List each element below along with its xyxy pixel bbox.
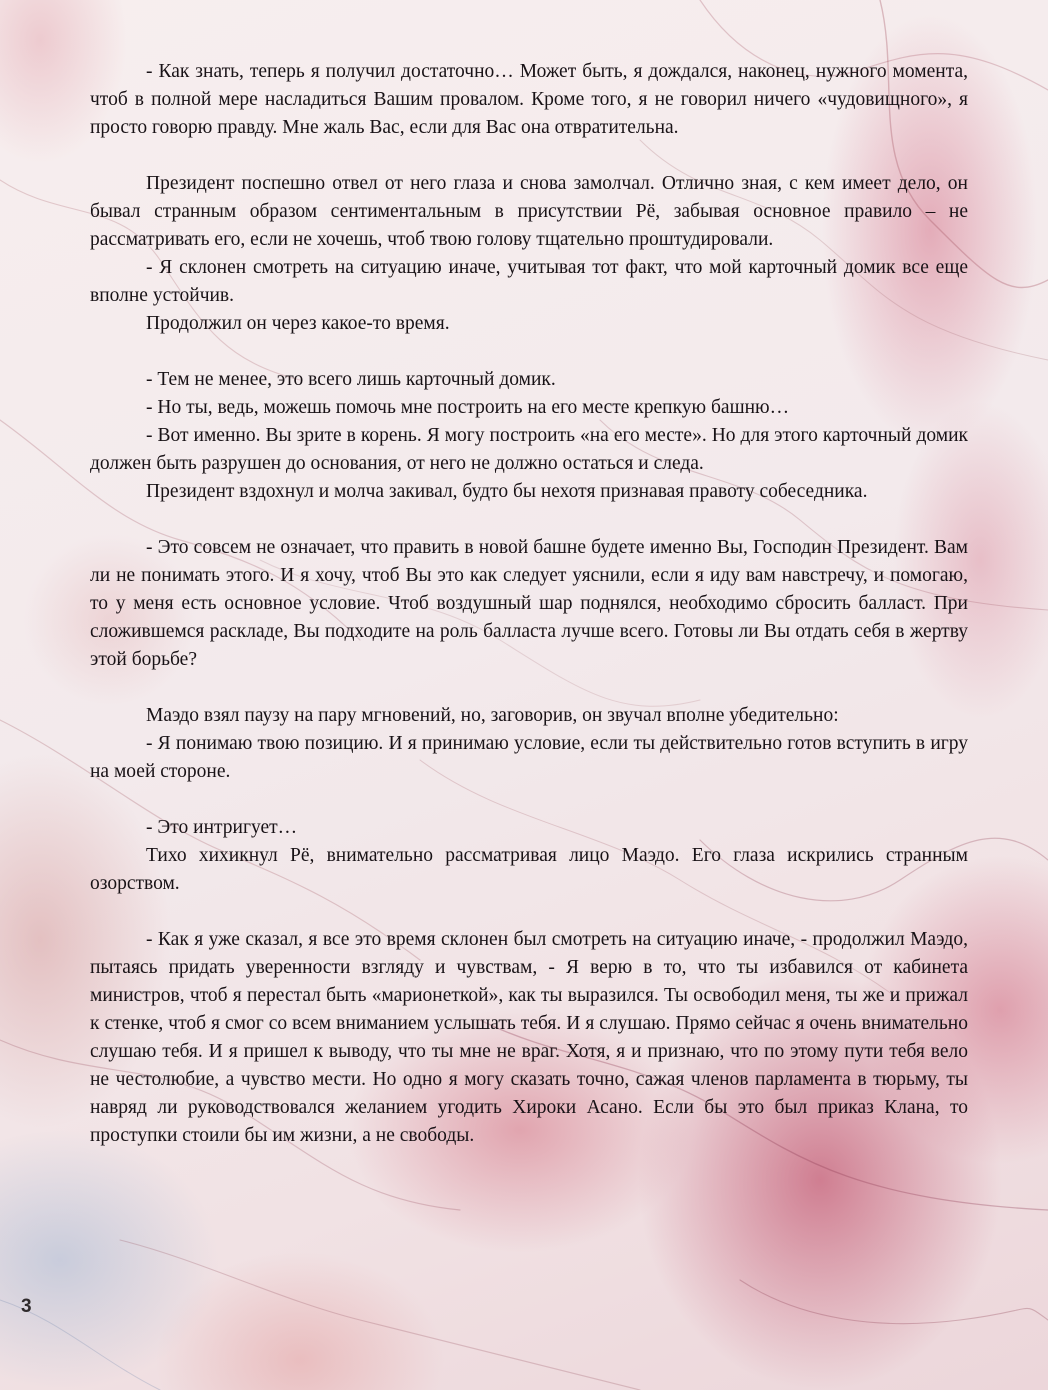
paragraph: Президент поспешно отвел от него глаза и снова замолчал. Отлично зная, с кем имеет дело, он бывал странным образом сентиментальным в присутствии Рё, забывая основное правило – не рассматривать его, если не хочешь, чтоб твою голову тщательно проштудировали.	[90, 173, 968, 250]
paragraph: - Тем не менее, это всего лишь карточный домик.	[146, 369, 556, 390]
blank-line	[90, 142, 968, 170]
paragraph: - Но ты, ведь, можешь помочь мне построить на его месте крепкую башню…	[146, 397, 790, 418]
blank-line	[90, 338, 968, 366]
paragraph: Продолжил он через какое-то время.	[146, 313, 450, 334]
paragraph: - Как я уже сказал, я все это время склонен был смотреть на ситуацию иначе, - продолжил Маэдо, пытаясь придать уверенности взгляду и чувствам, - Я верю в то, что ты избавился от кабинета министров, чтоб я перестал быть «марионеткой», как ты выразился. Ты освободил меня, ты же и прижал к стенке, чтоб я смог со всем вниманием услышать тебя. И я слушаю. Прямо сейчас я очень внимательно слушаю тебя. И я пришел к выводу, что ты мне не враг. Хотя, я и признаю, что по этому пути тебя вело не честолюбие, а чувство мести. Но одно я могу сказать точно, сажая членов парламента в тюрьму, ты навряд ли руководствовался желанием угодить Хироки Асано. Если бы это был приказ Клана, то проступки стоили бы им жизни, а не свободы.	[90, 929, 968, 1146]
page-text	[90, 58, 968, 1150]
paragraph: - Это интригует…	[146, 817, 298, 838]
paragraph: - Вот именно. Вы зрите в корень. Я могу построить «на его месте». Но для этого карточный домик должен быть разрушен до основания, от него не должно остаться и следа.	[90, 425, 968, 474]
blank-line	[90, 506, 968, 534]
paragraph: - Я понимаю твою позицию. И я принимаю условие, если ты действительно готов вступить в игру на моей стороне.	[90, 733, 968, 782]
blank-line	[90, 786, 968, 814]
page-number: 3	[21, 1296, 32, 1317]
paragraph: - Это совсем не означает, что править в новой башне будете именно Вы, Господин Президент. Вам ли не понимать этого. И я хочу, чтоб Вы это как следует уяснили, если я иду вам навстречу, и помогаю, то у меня есть основное условие. Чтоб воздушный шар поднялся, необходимо сбросить балласт. При сложившемся раскладе, Вы подходите на роль балласта лучше всего. Готовы ли Вы отдать себя в жертву этой борьбе?	[90, 537, 968, 670]
blank-line	[90, 674, 968, 702]
paragraph: - Я склонен смотреть на ситуацию иначе, учитывая тот факт, что мой карточный домик все еще вполне устойчив.	[90, 257, 968, 306]
paragraph: Президент вздохнул и молча закивал, будто бы нехотя признавая правоту собеседника.	[146, 481, 868, 502]
paragraph: Тихо хихикнул Рё, внимательно рассматривая лицо Маэдо. Его глаза искрились странным озорством.	[90, 845, 968, 894]
paragraph: - Как знать, теперь я получил достаточно… Может быть, я дождался, наконец, нужного момента, чтоб в полной мере насладиться Вашим провалом. Кроме того, я не говорил ничего «чудовищного», я просто говорю правду. Мне жаль Вас, если для Вас она отвратительна.	[90, 61, 968, 138]
blank-line	[90, 898, 968, 926]
paragraph: Маэдо взял паузу на пару мгновений, но, заговорив, он звучал вполне убедительно:	[146, 705, 839, 726]
